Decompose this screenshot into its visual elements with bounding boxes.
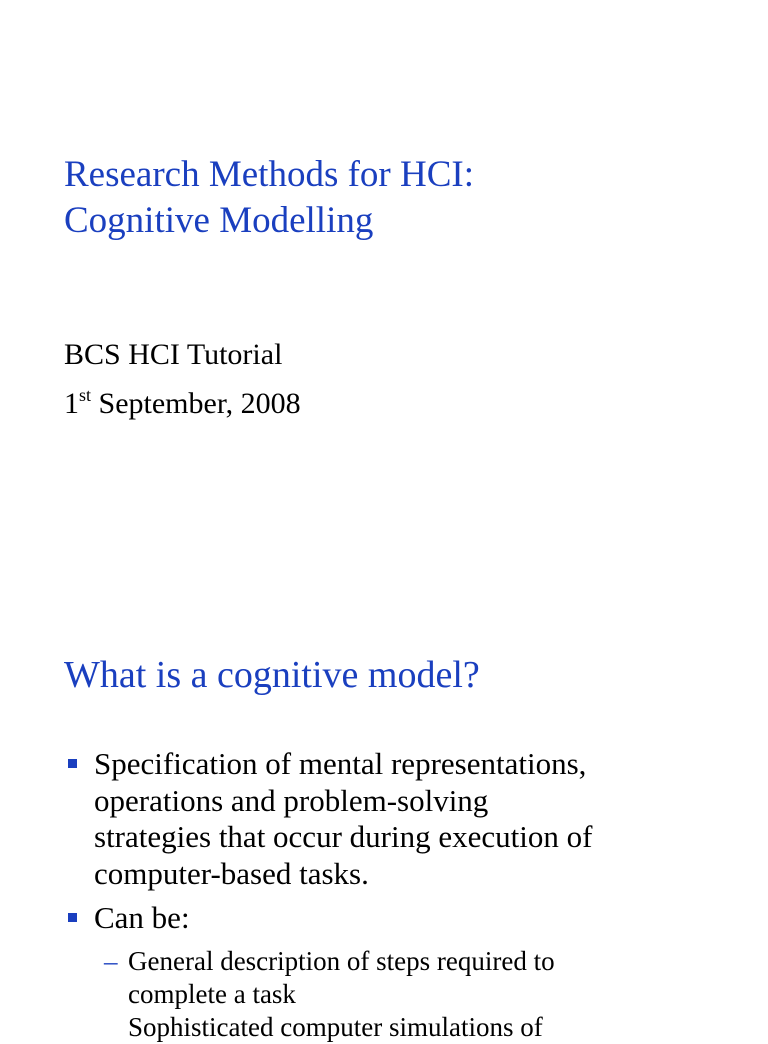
slide-2-title: What is a cognitive model? (64, 654, 480, 696)
sub-bullet-item (64, 945, 754, 1044)
bullet-line: Can be: (94, 900, 190, 935)
slide-1-title (64, 152, 724, 244)
slide-1-title-line-2: Cognitive Modelling (64, 200, 374, 241)
slide-2 (0, 600, 768, 1042)
sub-bullet-line: General description of steps required to (128, 945, 555, 976)
square-bullet-icon (68, 913, 77, 922)
date-rest: September, 2008 (91, 387, 301, 420)
sub-bullet-line: Sophisticated computer simulations of (128, 1011, 543, 1042)
date-number: 1 (64, 387, 79, 420)
slide-1-subtitle (64, 330, 301, 428)
dash-bullet-icon: – (104, 945, 118, 976)
sub-bullet-line: complete a task (128, 978, 296, 1009)
tutorial-name: BCS HCI Tutorial (64, 338, 283, 371)
bullet-line: operations and problem-solving (94, 782, 489, 818)
tutorial-date (64, 379, 301, 428)
bullet-list (64, 746, 754, 1044)
bullet-item (64, 746, 754, 892)
square-bullet-icon (68, 759, 77, 768)
bullet-line: computer-based tasks. (94, 855, 369, 891)
date-suffix: st (79, 385, 92, 405)
bullet-item (64, 900, 754, 937)
bullet-line: Specification of mental representations, (94, 746, 587, 781)
slide-1-title-line-1: Research Methods for HCI: (64, 154, 474, 195)
bullet-line: strategies that occur during execution of (94, 819, 593, 854)
